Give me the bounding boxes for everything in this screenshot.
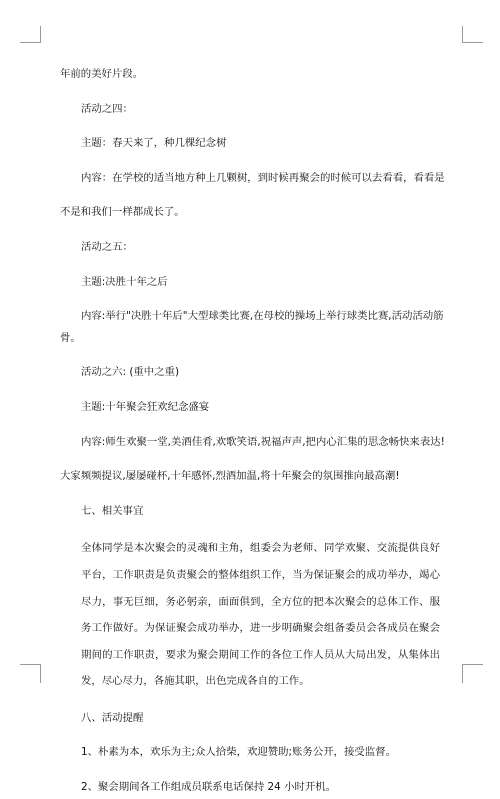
related-matters-paragraph: 全体同学是本次聚会的灵魂和主角，组委会为老师、同学欢聚、交流提供良好平台，工作职责是负责聚会的整体组织工作，当为保证聚会的成功举办，竭心尽力，事无巨细，务必躬亲，面面俱到，全方位的把本次聚会的总体工作、服务工作做好。为保证聚会成功举办，进一步明确聚会组备委员会各成员在聚会期间的工作职责，要求为聚会期间工作的各位工作人员从大局出发，从集体出发，尽心尽力，各施其职，出色完成各自的工作。 <box>81 542 440 688</box>
crop-mark-top-left <box>20 26 41 43</box>
activity-6-content-line-1: 内容:师生欢聚一堂,美酒佳肴,欢歌笑语,祝福声声,把内心汇集的思念畅快来表达! <box>81 435 445 448</box>
heading-activity-5: 活动之五： <box>81 240 133 253</box>
activity-5-content-line-1: 内容:举行"决胜十年后"大型球类比赛,在母校的操场上举行球类比赛,活动活动筋 <box>81 310 444 323</box>
reminder-item-2: 2、聚会期间各工作组成员联系电话保持 24 小时开机。 <box>81 781 337 794</box>
reminder-item-1: 1、朴素为本，欢乐为主;众人拾柴，欢迎赞助;账务公开，接受监督。 <box>81 746 396 759</box>
activity-4-content-line-1: 内容：在学校的适当地方种上几颗树，到时候再聚会的时候可以去看看，看看是 <box>81 171 445 184</box>
crop-mark-bottom-left <box>20 664 41 683</box>
document-body <box>60 64 445 799</box>
activity-4-theme: 主题：春天来了，种几棵纪念树 <box>81 137 227 150</box>
heading-activity-4: 活动之四： <box>81 102 133 115</box>
section-heading-related-matters: 七、相关事宜 <box>81 504 144 517</box>
heading-activity-6: 活动之六: (重中之重) <box>81 366 180 379</box>
crop-mark-top-right <box>462 26 483 43</box>
paragraph-continuation: 年前的美好片段。 <box>60 68 144 80</box>
activity-5-content-line-2: 骨。 <box>60 331 81 344</box>
activity-6-content-line-2: 大家频频提议,屡屡碰杯,十年感怀,烈酒加温,将十年聚会的氛围推向最高潮! <box>60 470 400 483</box>
activity-4-content-line-2: 不是和我们一样都成长了。 <box>60 206 185 219</box>
activity-5-theme: 主题:决胜十年之后 <box>81 275 168 288</box>
section-heading-activity-reminder: 八、活动提醒 <box>81 711 144 724</box>
crop-mark-bottom-right <box>462 664 483 683</box>
activity-6-theme: 主题:十年聚会狂欢纪念盛宴 <box>81 400 210 413</box>
